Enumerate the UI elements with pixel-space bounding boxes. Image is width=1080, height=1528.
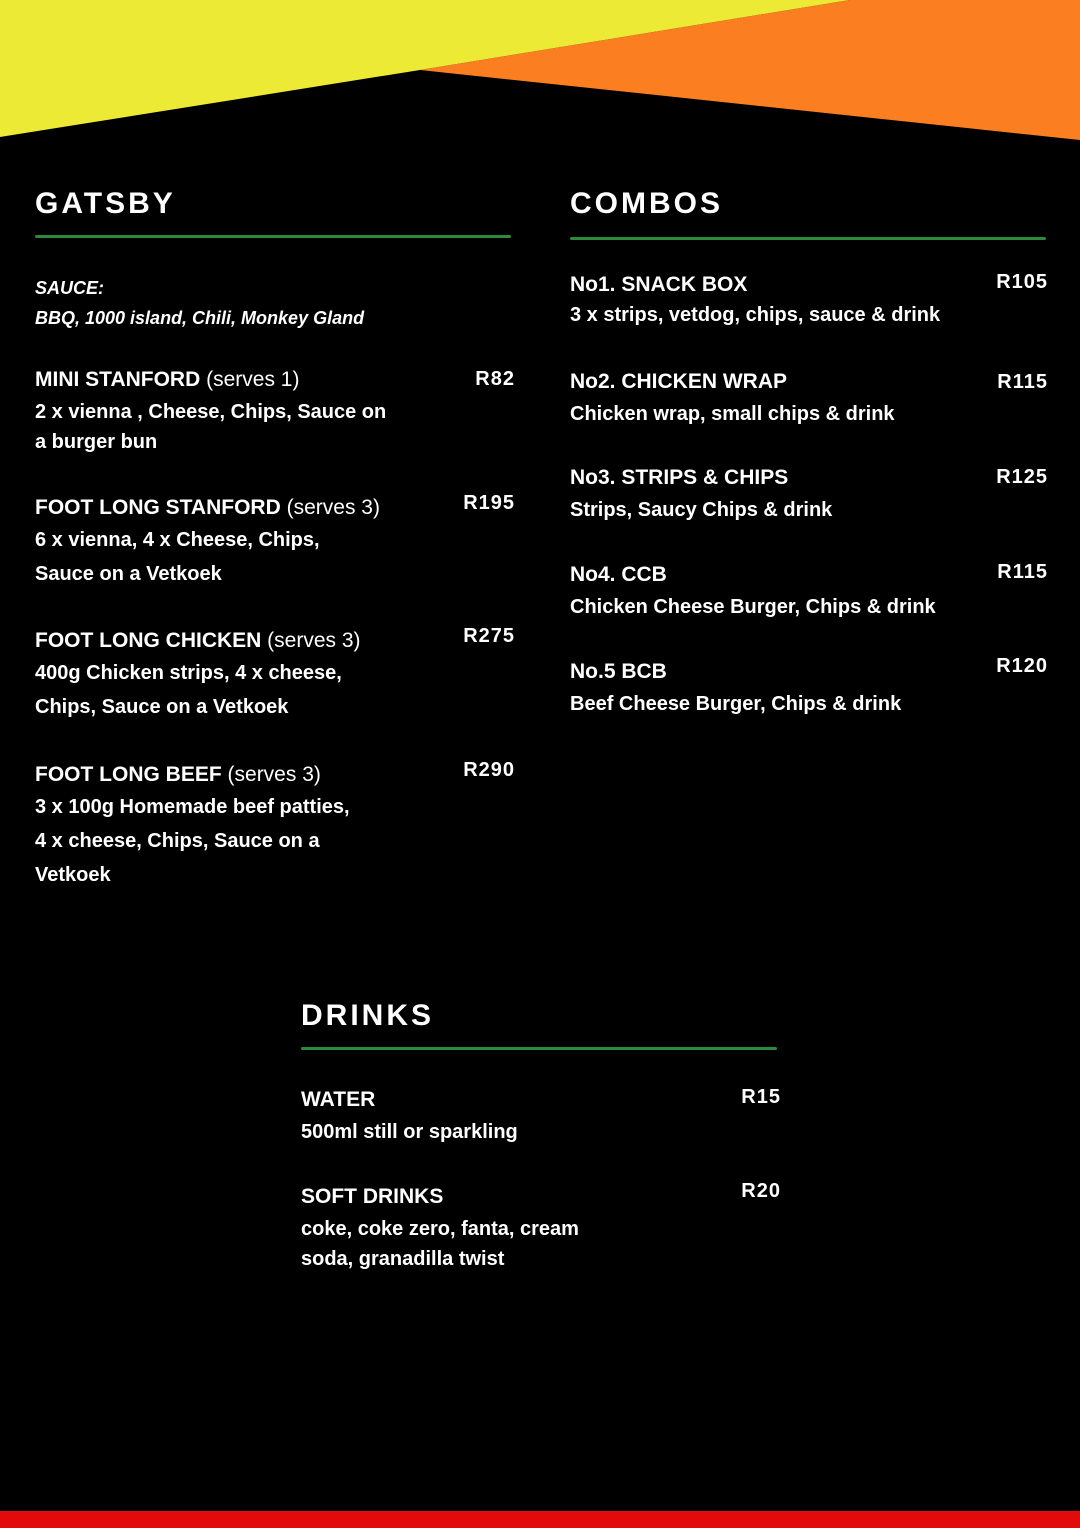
item-price: R82 [475,368,515,390]
menu-item [35,494,515,590]
item-title: MINI STANFORD [35,368,201,391]
item-serves: (serves 1) [206,368,300,391]
menu-item [570,655,1048,720]
item-price: R105 [996,271,1048,293]
item-serves: (serves 3) [267,629,361,652]
item-name [35,494,515,522]
item-desc-line: Vetkoek [35,864,111,886]
item-price: R115 [997,371,1048,393]
item-title: No3. STRIPS & CHIPS [570,466,789,489]
item-title: WATER [301,1088,376,1111]
menu-item [301,1180,781,1275]
item-price: R275 [463,625,515,647]
item-title: No.5 BCB [570,660,667,683]
drinks-title: DRINKS [301,999,435,1032]
item-name [35,761,515,789]
item-desc-line: Chicken Cheese Burger, Chips & drink [570,596,936,618]
combos-divider [570,237,1046,240]
item-desc-line: 500ml still or sparkling [301,1121,518,1143]
item-desc-line: 400g Chicken strips, 4 x cheese, [35,662,342,684]
menu-item [570,271,1048,331]
item-title: SOFT DRINKS [301,1185,444,1208]
item-desc-line: coke, coke zero, fanta, cream [301,1218,579,1240]
drinks-section [301,998,781,1270]
drinks-divider [301,1047,777,1050]
item-price: R290 [463,759,515,781]
item-desc-line: 6 x vienna, 4 x Cheese, Chips, [35,529,320,551]
item-title: FOOT LONG STANFORD [35,496,281,519]
menu-item [35,366,515,458]
item-title: FOOT LONG BEEF [35,763,222,786]
item-price: R120 [996,655,1048,677]
item-title: FOOT LONG CHICKEN [35,629,262,652]
item-title: No4. CCB [570,563,667,586]
menu-item [570,561,1048,623]
gatsby-title: GATSBY [35,187,176,220]
item-desc-line: 3 x strips, vetdog, chips, sauce & drink [570,304,941,326]
item-name [35,627,515,655]
item-price: R20 [741,1180,781,1202]
item-name [35,366,515,394]
item-desc-line: Chicken wrap, small chips & drink [570,403,895,425]
item-desc-line: soda, granadilla twist [301,1248,505,1270]
menu-item [301,1086,781,1148]
item-title: No1. SNACK BOX [570,273,748,296]
item-price: R15 [741,1086,781,1108]
menu-item [570,464,1048,526]
gatsby-section [35,186,515,886]
sauce-options: BBQ, 1000 island, Chili, Monkey Gland [35,308,365,328]
item-price: R115 [997,561,1048,583]
sauce-label: SAUCE: [35,278,105,298]
item-desc-line: 3 x 100g Homemade beef patties, [35,796,350,818]
menu-item [35,627,515,723]
item-desc-line: Sauce on a Vetkoek [35,563,222,585]
menu-item [570,368,1048,430]
bottom-accent-bar [0,1511,1080,1528]
item-serves: (serves 3) [286,496,380,519]
combos-section [570,186,1048,715]
item-serves: (serves 3) [227,763,321,786]
item-desc-line: 2 x vienna , Cheese, Chips, Sauce on [35,401,387,423]
gatsby-divider [35,235,511,238]
item-price: R125 [996,466,1048,488]
item-desc-line: 4 x cheese, Chips, Sauce on a [35,830,320,852]
item-desc-line: Beef Cheese Burger, Chips & drink [570,693,902,715]
item-title: No2. CHICKEN WRAP [570,370,788,393]
menu-item [35,761,515,891]
item-desc-line: a burger bun [35,431,158,453]
sauce-note [35,274,364,332]
combos-title: COMBOS [570,187,723,220]
header-banner [0,0,1080,150]
item-desc-line: Strips, Saucy Chips & drink [570,499,833,521]
item-desc-line: Chips, Sauce on a Vetkoek [35,696,289,718]
item-price: R195 [463,492,515,514]
